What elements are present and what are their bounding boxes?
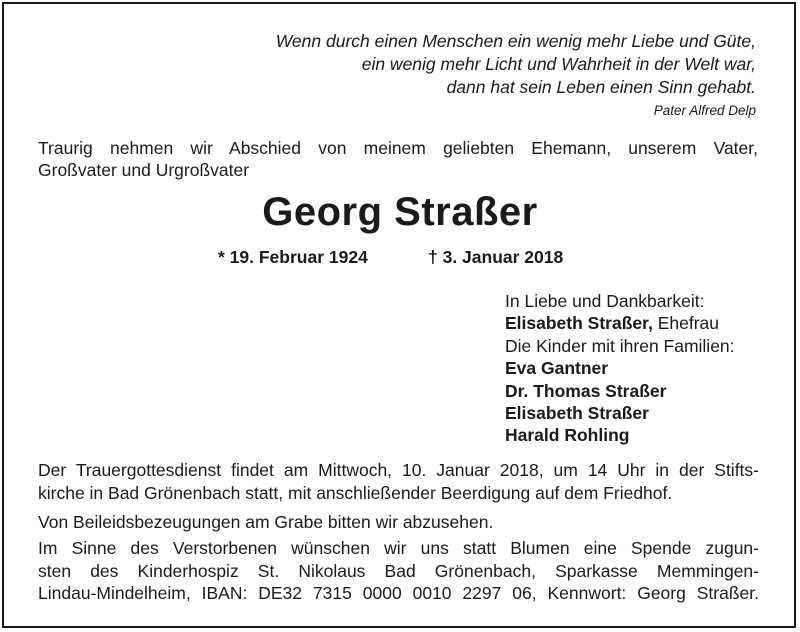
intro-text <box>38 137 758 181</box>
child-name: Harald Rohling <box>505 425 630 446</box>
quote-line: Wenn durch einen Menschen ein wenig mehr Liebe und Güte, <box>275 31 756 51</box>
intro-line: Großvater und Urgroßvater <box>38 160 250 180</box>
service-info <box>38 459 759 504</box>
donation-info <box>38 537 759 605</box>
death-date: † 3. Januar 2018 <box>428 247 564 267</box>
quote-line: ein wenig mehr Licht und Wahrheit in der Welt war, <box>361 54 756 74</box>
family-block <box>505 290 735 447</box>
child-name: Dr. Thomas Straßer <box>505 380 667 401</box>
donation-line: Lindau-Mindelheim, IBAN: DE32 7315 0000 0010 2297 06, Kennwort: Georg Straßer. <box>38 583 759 603</box>
quote-author: Pater Alfred Delp <box>653 103 756 118</box>
service-line: Der Trauergottesdienst findet am Mittwoch, 10. Januar 2018, um 14 Uhr in der Stifts- <box>38 460 759 480</box>
service-line: kirche in Bad Grönenbach statt, mit anschließender Beerdigung auf dem Friedhof. <box>38 482 673 503</box>
spouse-role: Ehefrau <box>652 313 719 334</box>
child-name: Eva Gantner <box>505 358 609 379</box>
birth-date: * 19. Februar 1924 <box>218 247 368 267</box>
spouse-name: Elisabeth Straßer, <box>505 313 653 334</box>
quote-line: dann hat sein Leben einen Sinn gehabt. <box>446 77 756 97</box>
child-name: Elisabeth Straßer <box>505 403 649 424</box>
condolence-note: Von Beileidsbezeugungen am Grabe bitten wir abzusehen. <box>38 512 494 532</box>
intro-line: Traurig nehmen wir Abschied von meinem geliebten Ehemann, unserem Vater, <box>38 138 758 158</box>
donation-line: Im Sinne des Verstorbenen wünschen wir uns statt Blumen eine Spende zugun- <box>38 538 759 558</box>
family-heading: In Liebe und Dankbarkeit: <box>505 291 705 311</box>
quote-block <box>276 30 756 122</box>
donation-line: sten des Kinderhospiz St. Nikolaus Bad Grönenbach, Sparkasse Memmingen- <box>38 560 759 581</box>
children-heading: Die Kinder mit ihren Familien: <box>505 335 735 356</box>
spouse-line <box>505 312 735 334</box>
deceased-name: Georg Straßer <box>262 190 538 234</box>
